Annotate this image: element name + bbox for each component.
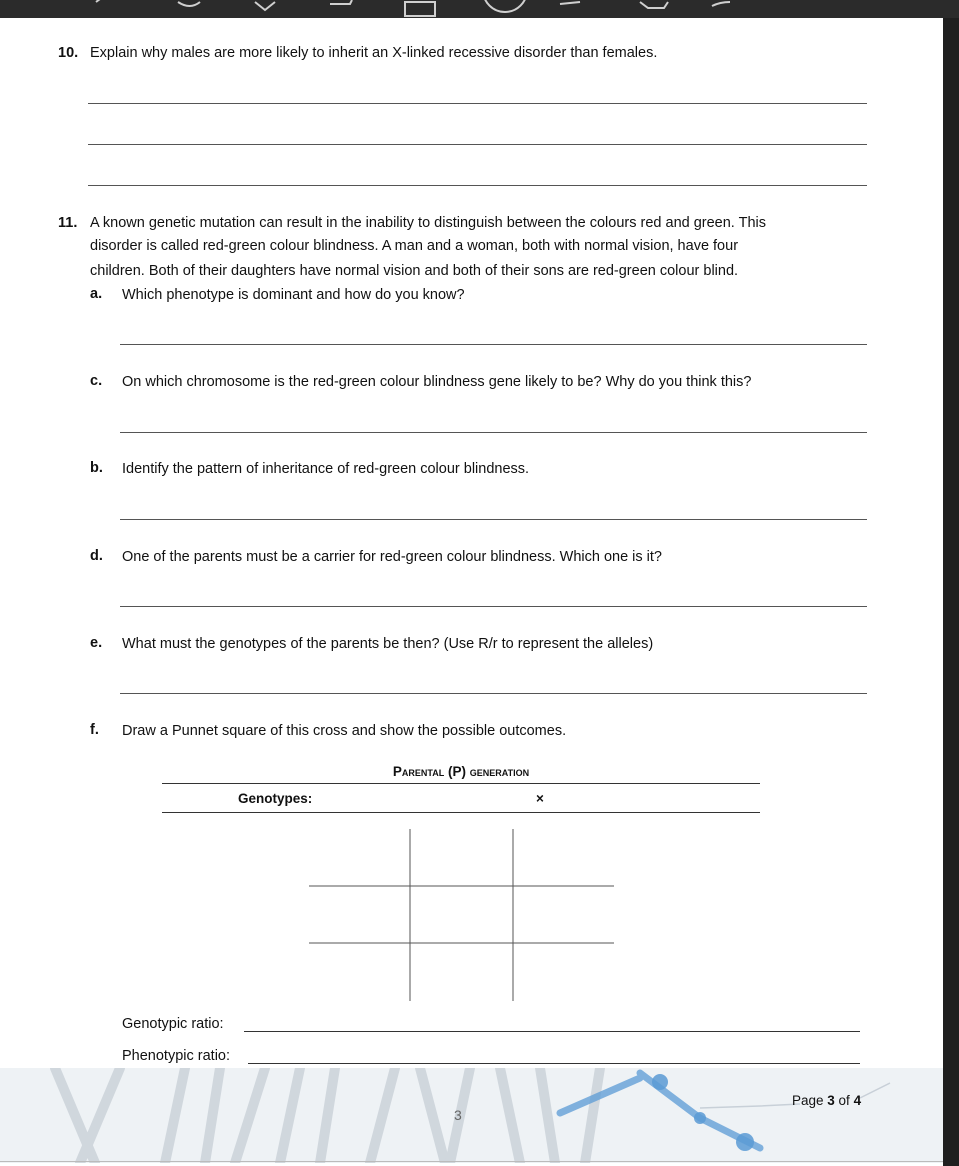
parental-generation-heading: Parental (P) generation: [392, 764, 530, 779]
genotypic-ratio-label: Genotypic ratio:: [122, 1016, 224, 1032]
q10-number: 10.: [58, 45, 79, 61]
genotypes-label: Genotypes:: [238, 791, 313, 806]
q11-intro-line-1: A known genetic mutation can result in the inability to distinguish between the colours red and green. This: [90, 215, 766, 231]
q11-number: 11.: [58, 215, 78, 231]
footer-banner: [0, 1068, 943, 1163]
page-prefix: Page: [792, 1093, 828, 1108]
dna-strand-decoration: [0, 1068, 943, 1163]
q10-text: Explain why males are more likely to inherit an X-linked recessive disorder than females.: [90, 45, 658, 61]
q11d-text: One of the parents must be a carrier for red-green colour blindness. Which one is it?: [122, 549, 662, 565]
q11-intro-line-3: children. Both of their daughters have normal vision and both of their sons are red-green colour blind.: [90, 263, 739, 279]
phenotypic-ratio-line[interactable]: [248, 1063, 860, 1064]
page-current: 3: [827, 1093, 835, 1108]
phenotypic-ratio-label: Phenotypic ratio:: [122, 1048, 231, 1064]
cross-symbol: ×: [536, 791, 544, 806]
scrollbar-track[interactable]: [943, 18, 959, 1166]
q11b-letter: b.: [90, 460, 103, 476]
q11c-letter: c.: [90, 373, 103, 389]
page-middle: of: [834, 1093, 854, 1108]
page-total: 4: [853, 1093, 862, 1108]
q11e-text: What must the genotypes of the parents be then? (Use R/r to represent the alleles): [122, 636, 654, 652]
q11a-letter: a.: [90, 286, 103, 302]
page-number-center: 3: [454, 1107, 462, 1123]
q11-intro-line-2: disorder is called red-green colour blindness. A man and a woman, both with normal vision, have four: [90, 238, 739, 254]
page-indicator: [792, 1093, 861, 1108]
q11c-text: On which chromosome is the red-green colour blindness gene likely to be? Why do you think this?: [122, 374, 752, 390]
q11e-letter: e.: [90, 635, 103, 651]
q11b-text: Identify the pattern of inheritance of red-green colour blindness.: [122, 461, 530, 477]
genotypic-ratio-line[interactable]: [244, 1031, 860, 1032]
q11f-letter: f.: [90, 722, 99, 738]
q11a-text: Which phenotype is dominant and how do you know?: [122, 287, 465, 303]
bottom-divider: [0, 1161, 943, 1162]
q11f-text: Draw a Punnet square of this cross and show the possible outcomes.: [122, 723, 567, 739]
q11d-letter: d.: [90, 548, 103, 564]
